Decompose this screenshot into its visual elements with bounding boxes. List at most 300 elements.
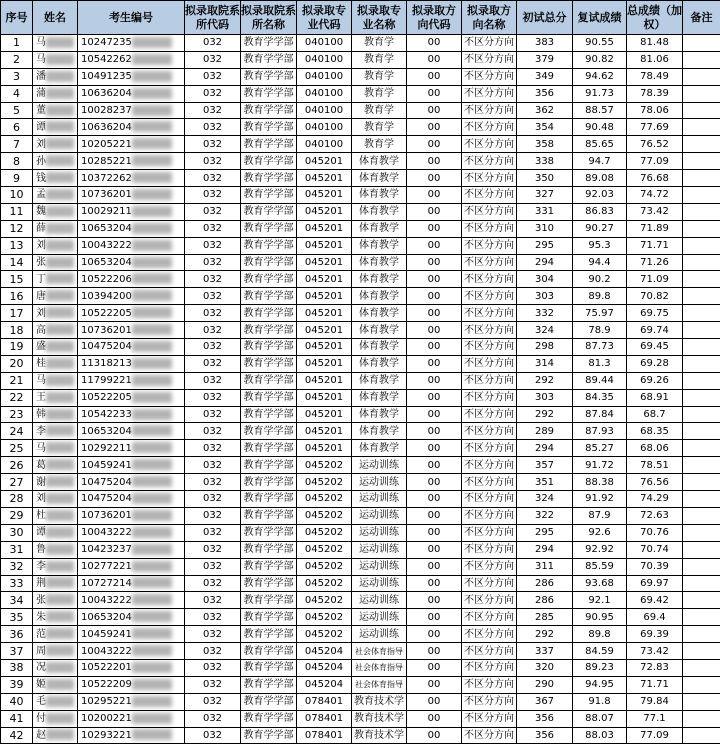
cell-no <box>1 474 33 491</box>
cell-direction-code-text: 00 <box>427 375 441 387</box>
cell-retest-score-text: 81.3 <box>588 358 611 370</box>
cell-prelim-score <box>517 271 573 288</box>
cell-total-score <box>627 676 683 693</box>
cell-direction-name <box>462 524 517 541</box>
cell-name-text: 赵 <box>36 729 46 741</box>
cell-prelim-score-text: 285 <box>534 611 555 623</box>
cell-direction-code <box>407 541 462 558</box>
cell-name-text: 桂 <box>36 358 46 370</box>
cell-retest-score-text: 90.48 <box>585 121 614 133</box>
cell-total-score <box>627 440 683 457</box>
cell-dept-code <box>185 389 241 406</box>
redaction-blur <box>46 273 74 284</box>
cell-dept-code-text: 032 <box>202 544 223 556</box>
cell-direction-name-text: 不区分方向 <box>464 37 514 49</box>
redaction-blur <box>132 172 172 183</box>
cell-major-code-text: 078401 <box>304 713 344 725</box>
cell-no-text: 15 <box>9 272 24 286</box>
cell-no <box>1 35 33 52</box>
cell-major-name <box>352 51 407 68</box>
cell-dept-name <box>241 220 297 237</box>
cell-total-score-text: 71.09 <box>640 273 669 285</box>
cell-major-code <box>297 541 352 558</box>
cell-name-text: 况 <box>36 662 46 674</box>
cell-total-score-text: 68.35 <box>640 425 669 437</box>
cell-dept-name <box>241 187 297 204</box>
cell-prelim-score-text: 314 <box>534 358 555 370</box>
cell-note <box>683 676 720 693</box>
table-row <box>1 271 720 288</box>
cell-prelim-score <box>517 643 573 660</box>
cell-exam-id <box>78 372 185 389</box>
cell-exam-id-text: 10028237 <box>81 105 132 116</box>
cell-major-code <box>297 68 352 85</box>
cell-direction-name-text: 不区分方向 <box>464 544 514 556</box>
cell-name <box>33 575 78 592</box>
cell-direction-code <box>407 457 462 474</box>
cell-direction-code <box>407 727 462 744</box>
cell-retest-score-text: 85.59 <box>585 561 614 573</box>
cell-major-code-text: 045201 <box>304 358 344 370</box>
redaction-blur <box>132 324 172 335</box>
cell-major-code <box>297 727 352 744</box>
cell-exam-id-text: 10727214 <box>81 577 132 589</box>
redaction-blur <box>46 257 74 268</box>
cell-major-name <box>352 710 407 727</box>
cell-exam-id <box>78 119 185 136</box>
cell-retest-score-text: 87.73 <box>585 341 614 353</box>
cell-dept-name-text: 教育学学部 <box>243 459 294 471</box>
cell-name-text: 董 <box>36 105 46 116</box>
cell-direction-name-text: 不区分方向 <box>464 138 514 150</box>
cell-direction-name <box>462 288 517 305</box>
cell-no-text: 3 <box>13 70 20 84</box>
cell-direction-name-text: 不区分方向 <box>464 561 514 573</box>
cell-prelim-score-text: 349 <box>534 71 555 83</box>
cell-exam-id <box>78 626 185 643</box>
cell-prelim-score <box>517 693 573 710</box>
cell-direction-code-text: 00 <box>427 189 441 201</box>
cell-prelim-score-text: 290 <box>534 679 555 691</box>
cell-no-text: 11 <box>9 205 24 219</box>
cell-major-name-text: 教育学 <box>364 88 394 100</box>
cell-prelim-score <box>517 322 573 339</box>
cell-no <box>1 406 33 423</box>
cell-dept-name <box>241 558 297 575</box>
cell-direction-name-text: 不区分方向 <box>464 257 514 269</box>
cell-dept-code-text: 032 <box>202 459 223 471</box>
cell-total-score-text: 78.06 <box>640 105 669 116</box>
cell-note <box>683 136 720 153</box>
cell-note <box>683 693 720 710</box>
cell-direction-code-text: 00 <box>427 729 441 741</box>
redaction-blur <box>132 223 172 234</box>
cell-direction-name <box>462 474 517 491</box>
cell-direction-name <box>462 237 517 254</box>
table-row <box>1 626 720 643</box>
cell-direction-code-text: 00 <box>427 223 441 235</box>
cell-major-name-text: 体育教学 <box>359 155 399 167</box>
cell-major-code <box>297 220 352 237</box>
cell-major-name <box>352 305 407 322</box>
cell-prelim-score-text: 350 <box>534 172 555 184</box>
cell-exam-id <box>78 85 185 102</box>
cell-retest-score <box>573 136 627 153</box>
cell-retest-score-text: 90.95 <box>585 611 614 623</box>
cell-major-code <box>297 440 352 457</box>
table-row <box>1 727 720 744</box>
redaction-blur <box>46 425 74 436</box>
cell-dept-code <box>185 102 241 119</box>
cell-total-score-text: 69.42 <box>640 594 669 606</box>
redaction-blur <box>46 662 74 673</box>
cell-prelim-score-text: 327 <box>534 189 555 201</box>
cell-total-score <box>627 406 683 423</box>
cell-exam-id <box>78 474 185 491</box>
cell-direction-name-text: 不区分方向 <box>464 510 514 522</box>
redaction-blur <box>132 561 172 572</box>
cell-direction-name-text: 不区分方向 <box>464 527 514 539</box>
cell-dept-name-text: 教育学学部 <box>243 696 294 708</box>
cell-dept-name-text: 教育学学部 <box>243 307 294 319</box>
cell-total-score <box>627 136 683 153</box>
cell-prelim-score <box>517 119 573 136</box>
cell-retest-score <box>573 676 627 693</box>
cell-dept-name <box>241 355 297 372</box>
cell-dept-code <box>185 288 241 305</box>
cell-major-code <box>297 659 352 676</box>
cell-prelim-score-text: 322 <box>534 510 555 522</box>
cell-note <box>683 389 720 406</box>
cell-name <box>33 355 78 372</box>
redaction-blur <box>132 544 172 555</box>
cell-total-score-text: 71.71 <box>640 679 669 691</box>
cell-exam-id <box>78 237 185 254</box>
cell-major-code-text: 045202 <box>304 510 344 522</box>
cell-major-name-text: 社会体育指导 <box>355 663 403 673</box>
cell-note <box>683 626 720 643</box>
cell-major-name-text: 运动训练 <box>359 527 399 539</box>
cell-name-text: 姬 <box>36 679 46 691</box>
cell-prelim-score <box>517 406 573 423</box>
cell-dept-name-text: 教育学学部 <box>243 425 294 437</box>
cell-dept-name <box>241 575 297 592</box>
cell-direction-code-text: 00 <box>427 37 441 49</box>
cell-dept-code <box>185 440 241 457</box>
cell-exam-id-text: 10653204 <box>81 223 132 235</box>
cell-note <box>683 288 720 305</box>
col-header-dept-code: 拟录取院系所代码 <box>185 1 241 35</box>
cell-dept-code <box>185 457 241 474</box>
cell-dept-name-text: 教育学学部 <box>243 662 294 674</box>
cell-direction-name <box>462 541 517 558</box>
cell-direction-name <box>462 507 517 524</box>
cell-no <box>1 575 33 592</box>
cell-dept-code-text: 032 <box>202 155 223 167</box>
col-header-exam-id: 考生编号 <box>78 1 185 35</box>
cell-major-name-text: 体育教学 <box>359 341 399 353</box>
cell-prelim-score <box>517 474 573 491</box>
cell-direction-code <box>407 491 462 508</box>
cell-major-code <box>297 389 352 406</box>
cell-exam-id <box>78 676 185 693</box>
cell-direction-name <box>462 423 517 440</box>
cell-total-score <box>627 288 683 305</box>
cell-retest-score <box>573 457 627 474</box>
cell-direction-name-text: 不区分方向 <box>464 71 514 83</box>
cell-no-text: 36 <box>9 627 24 641</box>
cell-note <box>683 659 720 676</box>
cell-major-name <box>352 575 407 592</box>
cell-major-code <box>297 187 352 204</box>
redaction-blur <box>132 662 172 673</box>
cell-prelim-score-text: 294 <box>534 442 555 454</box>
cell-major-code-text: 045202 <box>304 577 344 589</box>
redaction-blur <box>132 594 172 605</box>
cell-no-text: 16 <box>9 289 24 303</box>
cell-total-score <box>627 254 683 271</box>
cell-prelim-score <box>517 355 573 372</box>
cell-dept-name <box>241 643 297 660</box>
cell-exam-id <box>78 727 185 744</box>
cell-no <box>1 710 33 727</box>
cell-no-text: 33 <box>9 576 24 590</box>
cell-total-score <box>627 592 683 609</box>
cell-retest-score-text: 85.65 <box>585 138 614 150</box>
cell-major-code <box>297 507 352 524</box>
redaction-blur <box>132 392 172 403</box>
cell-prelim-score <box>517 220 573 237</box>
cell-total-score-text: 81.06 <box>640 54 669 66</box>
cell-name <box>33 457 78 474</box>
cell-total-score-text: 76.52 <box>640 138 669 150</box>
cell-exam-id <box>78 355 185 372</box>
cell-major-code <box>297 474 352 491</box>
cell-prelim-score <box>517 136 573 153</box>
cell-exam-id-text: 10522206 <box>81 273 132 285</box>
table-row <box>1 305 720 322</box>
cell-note <box>683 372 720 389</box>
redaction-blur <box>132 696 172 707</box>
cell-total-score-text: 73.42 <box>640 645 669 657</box>
cell-note <box>683 575 720 592</box>
cell-note <box>683 119 720 136</box>
cell-total-score <box>627 474 683 491</box>
cell-dept-name <box>241 119 297 136</box>
cell-retest-score <box>573 524 627 541</box>
cell-prelim-score <box>517 254 573 271</box>
cell-direction-name-text: 不区分方向 <box>464 121 514 133</box>
cell-major-code <box>297 423 352 440</box>
cell-dept-name-text: 教育学学部 <box>243 628 294 640</box>
cell-dept-code <box>185 372 241 389</box>
cell-exam-id-text: 10736201 <box>81 324 132 336</box>
redaction-blur <box>46 594 74 605</box>
cell-major-name-text: 体育教学 <box>359 307 399 319</box>
cell-no-text: 40 <box>9 695 24 709</box>
cell-major-name <box>352 288 407 305</box>
cell-dept-code <box>185 355 241 372</box>
cell-name-text: 荆 <box>36 577 46 589</box>
cell-retest-score <box>573 119 627 136</box>
cell-prelim-score <box>517 457 573 474</box>
cell-retest-score-text: 94.4 <box>588 257 611 269</box>
table-row <box>1 423 720 440</box>
cell-direction-name <box>462 406 517 423</box>
cell-dept-code <box>185 710 241 727</box>
cell-dept-code <box>185 51 241 68</box>
redaction-blur <box>46 290 74 301</box>
redaction-blur <box>46 628 74 639</box>
redaction-blur <box>46 341 74 352</box>
table-row <box>1 659 720 676</box>
cell-major-name <box>352 457 407 474</box>
cell-major-name-text: 运动训练 <box>359 611 399 623</box>
cell-exam-id-text: 10475204 <box>81 476 132 488</box>
cell-dept-code-text: 032 <box>202 611 223 623</box>
cell-exam-id-text: 10653204 <box>81 425 132 437</box>
cell-dept-code-text: 032 <box>202 37 223 49</box>
cell-prelim-score-text: 286 <box>534 577 555 589</box>
cell-dept-name <box>241 102 297 119</box>
cell-direction-name-text: 不区分方向 <box>464 172 514 184</box>
cell-direction-name-text: 不区分方向 <box>464 240 514 252</box>
cell-no-text: 38 <box>9 661 24 675</box>
cell-exam-id-text: 10205221 <box>81 138 132 150</box>
cell-direction-code-text: 00 <box>427 172 441 184</box>
cell-dept-name-text: 教育学学部 <box>243 611 294 623</box>
cell-dept-code <box>185 85 241 102</box>
cell-exam-id <box>78 322 185 339</box>
cell-direction-name-text: 不区分方向 <box>464 223 514 235</box>
col-header-direction-name: 拟录取方向名称 <box>462 1 517 35</box>
cell-prelim-score <box>517 423 573 440</box>
cell-direction-code <box>407 676 462 693</box>
cell-total-score-text: 72.63 <box>640 510 669 522</box>
table-row <box>1 170 720 187</box>
cell-dept-name-text: 教育学学部 <box>243 341 294 353</box>
cell-prelim-score <box>517 659 573 676</box>
table-row <box>1 693 720 710</box>
cell-dept-code-text: 032 <box>202 290 223 302</box>
table-row <box>1 187 720 204</box>
cell-direction-name-text: 不区分方向 <box>464 713 514 725</box>
cell-major-name <box>352 474 407 491</box>
cell-no <box>1 170 33 187</box>
cell-total-score <box>627 524 683 541</box>
cell-major-code-text: 040100 <box>304 121 344 133</box>
cell-direction-code-text: 00 <box>427 341 441 353</box>
cell-name <box>33 389 78 406</box>
cell-major-code <box>297 575 352 592</box>
cell-retest-score <box>573 170 627 187</box>
cell-major-name-text: 教育学 <box>364 37 394 49</box>
redaction-blur <box>132 510 172 521</box>
cell-total-score <box>627 626 683 643</box>
cell-exam-id-text: 10277221 <box>81 561 132 573</box>
cell-prelim-score <box>517 491 573 508</box>
cell-direction-name <box>462 558 517 575</box>
cell-note <box>683 187 720 204</box>
cell-direction-code <box>407 339 462 356</box>
cell-major-name <box>352 237 407 254</box>
cell-exam-id <box>78 440 185 457</box>
cell-major-name-text: 体育教学 <box>359 392 399 404</box>
cell-no <box>1 288 33 305</box>
cell-dept-code-text: 032 <box>202 223 223 235</box>
cell-major-code <box>297 355 352 372</box>
cell-dept-code <box>185 237 241 254</box>
cell-dept-code-text: 032 <box>202 713 223 725</box>
cell-no-text: 20 <box>9 357 24 371</box>
cell-direction-name <box>462 626 517 643</box>
cell-total-score-text: 69.74 <box>640 324 669 336</box>
redaction-blur <box>46 88 74 99</box>
cell-note <box>683 592 720 609</box>
table-row <box>1 710 720 727</box>
cell-note <box>683 170 720 187</box>
cell-total-score <box>627 389 683 406</box>
cell-direction-code-text: 00 <box>427 88 441 100</box>
cell-exam-id-text: 10459241 <box>81 628 132 640</box>
cell-name <box>33 153 78 170</box>
cell-no-text: 14 <box>9 256 24 270</box>
cell-dept-name-text: 教育学学部 <box>243 71 294 83</box>
cell-note <box>683 558 720 575</box>
cell-direction-code-text: 00 <box>427 307 441 319</box>
cell-major-name <box>352 153 407 170</box>
cell-name <box>33 288 78 305</box>
redaction-blur <box>132 713 172 724</box>
cell-dept-name-text: 教育学学部 <box>243 290 294 302</box>
cell-major-name-text: 体育教学 <box>359 240 399 252</box>
cell-direction-name-text: 不区分方向 <box>464 54 514 66</box>
cell-retest-score-text: 75.97 <box>585 307 614 319</box>
cell-total-score <box>627 541 683 558</box>
cell-major-name <box>352 322 407 339</box>
cell-direction-name-text: 不区分方向 <box>464 645 514 657</box>
cell-dept-code <box>185 322 241 339</box>
cell-major-code <box>297 102 352 119</box>
cell-dept-name-text: 教育学学部 <box>243 375 294 387</box>
cell-total-score <box>627 51 683 68</box>
cell-retest-score <box>573 288 627 305</box>
cell-name-text: 李 <box>36 425 46 437</box>
cell-name <box>33 727 78 744</box>
cell-major-name-text: 运动训练 <box>359 510 399 522</box>
cell-major-name-text: 体育教学 <box>359 273 399 285</box>
cell-exam-id-text: 10736201 <box>81 510 132 522</box>
cell-total-score <box>627 575 683 592</box>
table-row <box>1 51 720 68</box>
cell-retest-score <box>573 203 627 220</box>
cell-name <box>33 51 78 68</box>
cell-retest-score-text: 87.93 <box>585 425 614 437</box>
cell-direction-name-text: 不区分方向 <box>464 679 514 691</box>
cell-total-score-text: 76.56 <box>640 476 669 488</box>
cell-prelim-score-text: 292 <box>534 409 555 421</box>
cell-prelim-score <box>517 507 573 524</box>
cell-dept-code <box>185 524 241 541</box>
redaction-blur <box>46 476 74 487</box>
cell-retest-score <box>573 406 627 423</box>
cell-direction-code-text: 00 <box>427 679 441 691</box>
cell-dept-name-text: 教育学学部 <box>243 713 294 725</box>
cell-direction-code <box>407 575 462 592</box>
cell-direction-name <box>462 322 517 339</box>
cell-retest-score-text: 92.03 <box>585 189 614 201</box>
cell-dept-code <box>185 136 241 153</box>
